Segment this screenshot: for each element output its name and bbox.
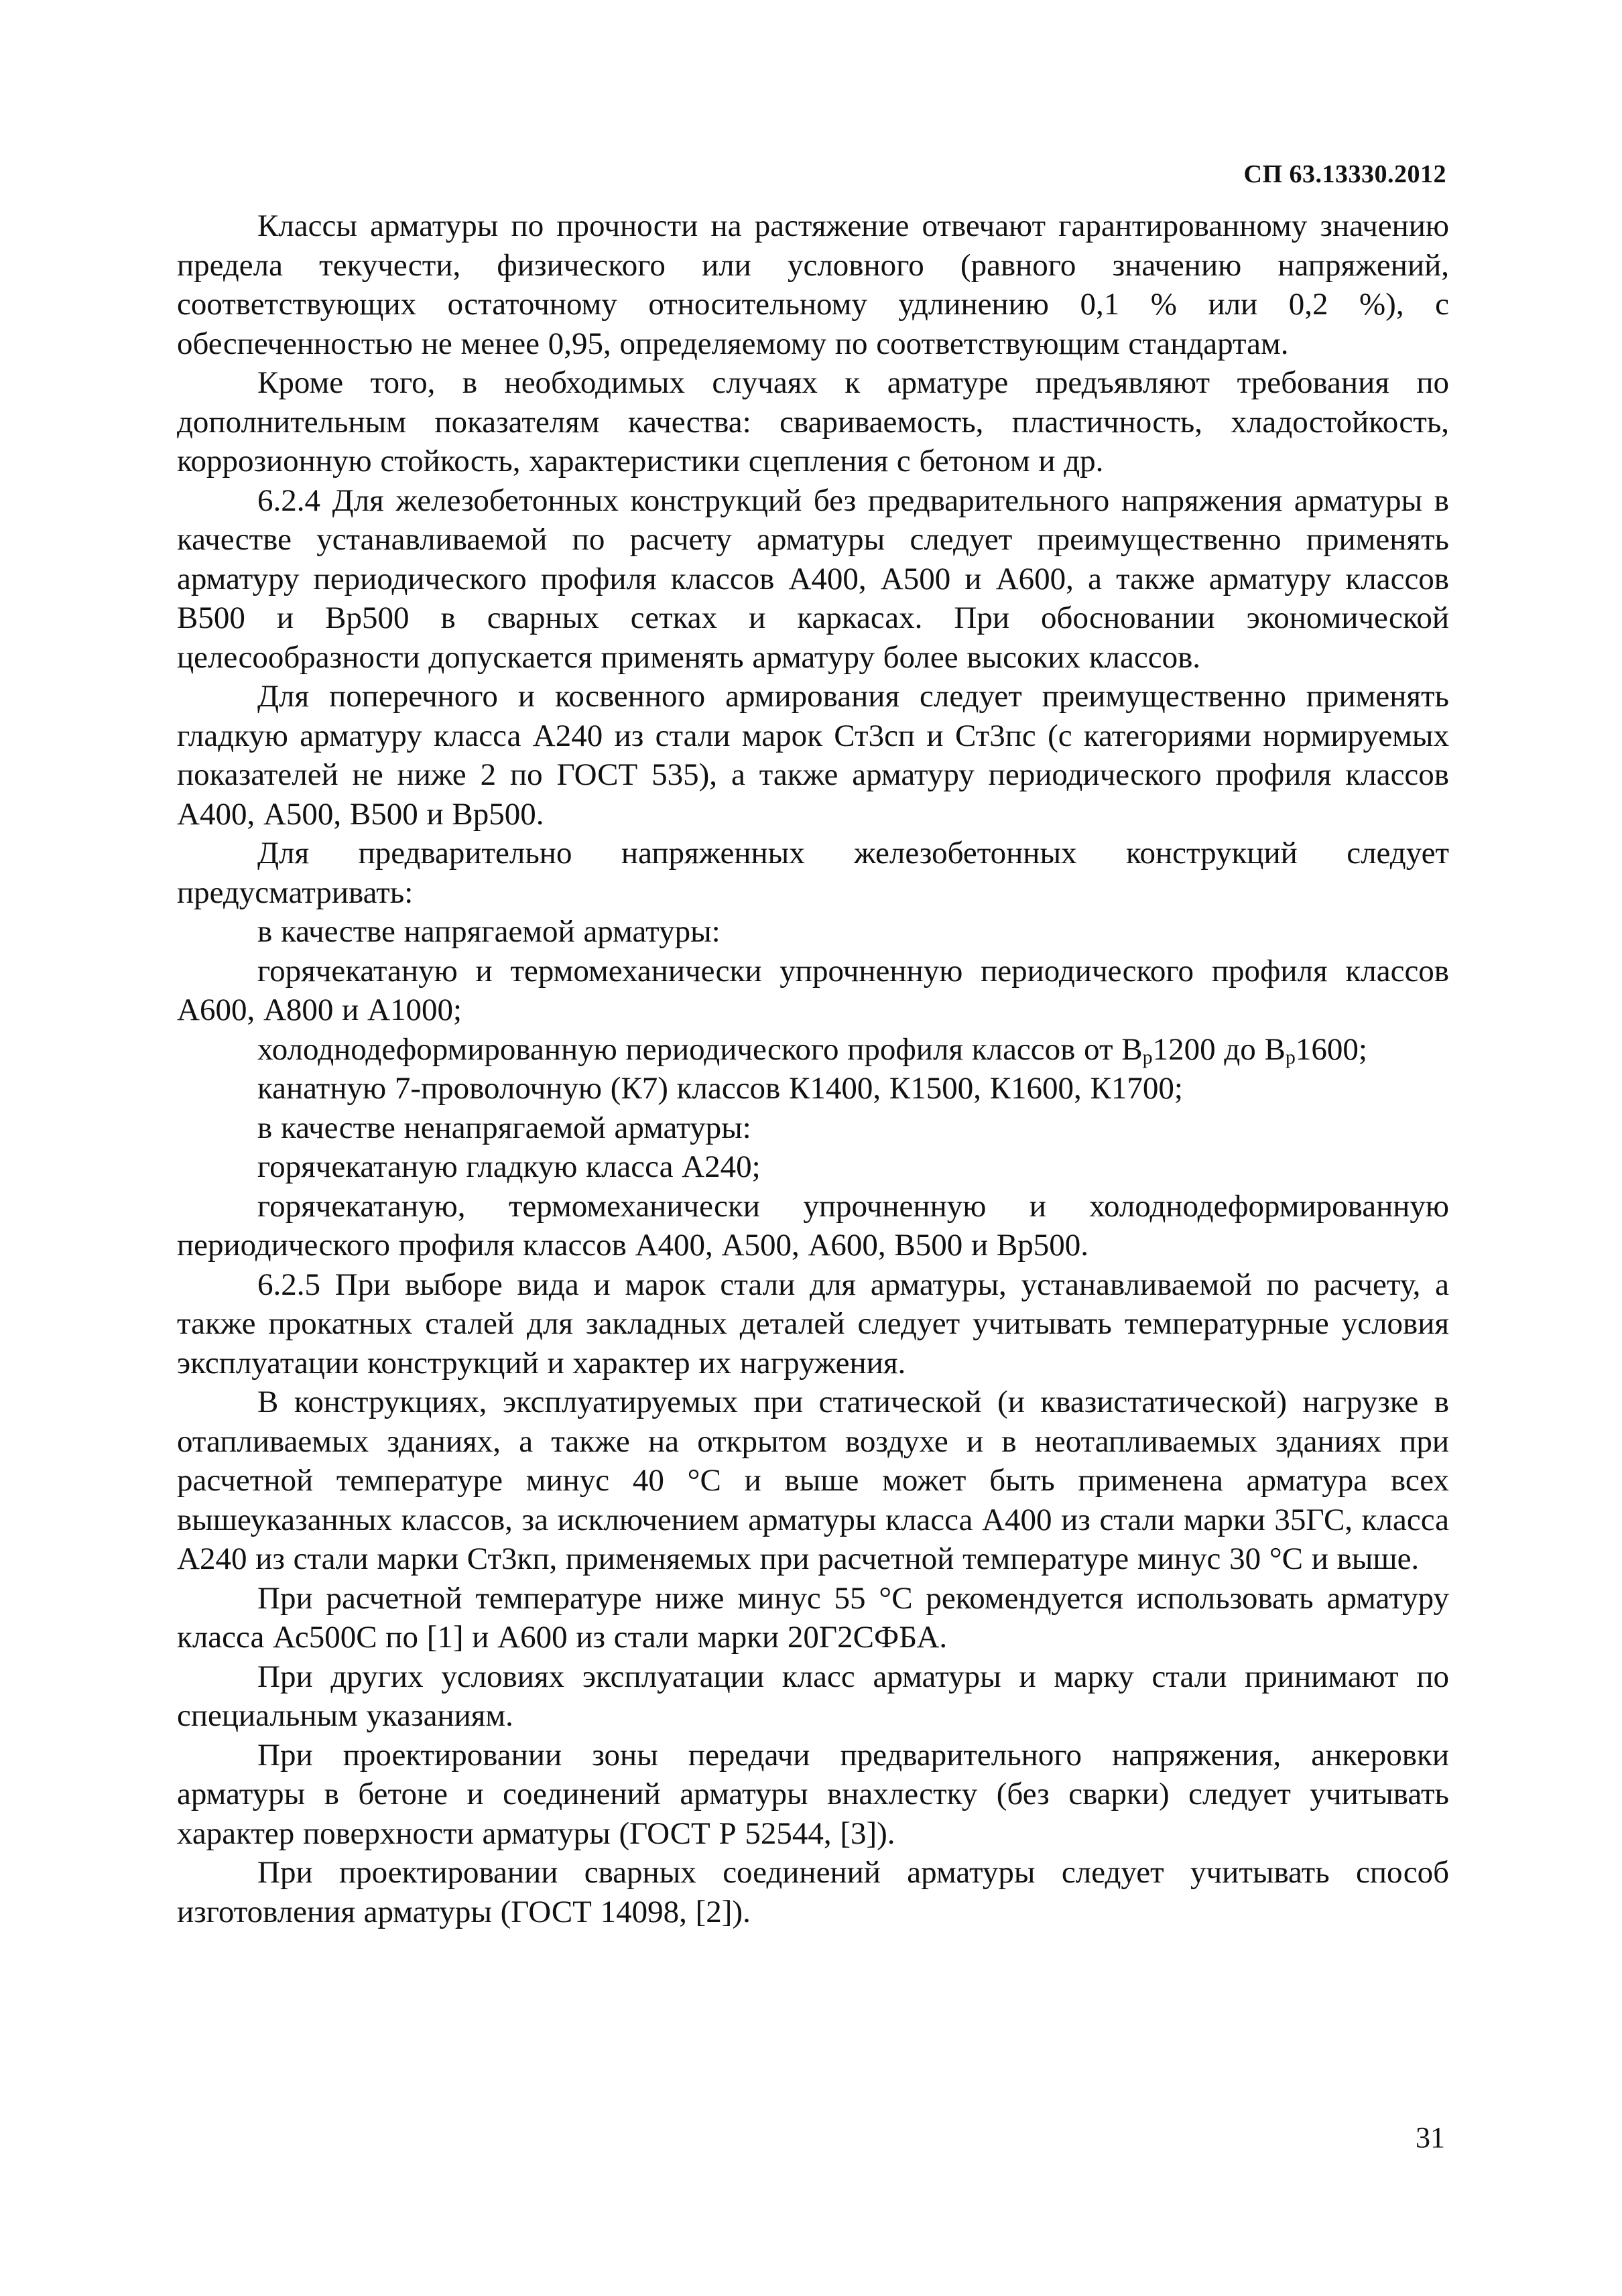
paragraph-cold-formed — [177, 1030, 1449, 1070]
document-code: СП 63.13330.2012 — [1243, 160, 1446, 188]
text-segment: холоднодеформированную периодического профиля классов от В — [257, 1031, 1143, 1067]
subscript: р — [1285, 1045, 1296, 1068]
paragraph: При проектировании зоны передачи предварительного напряжения, анкеровки арматуры в бетоне и соединений арматуры внахлестку (без сварки) следует учитывать характер поверхности арматуры (ГОСТ Р 52544, [3]). — [177, 1737, 1449, 1851]
paragraph: Классы арматуры по прочности на растяжение отвечают гарантированному значению предела текучести, физического или условного (равного значению напряжений, соответствующих остаточному относительному удлинению 0,1 % или 0,2 %), с обеспеченностью не менее 0,95, определяемому по соответствующим стандартам. — [177, 208, 1449, 361]
paragraph: горячекатаную и термомеханически упрочненную периодического профиля классов А600, А800 и А1000; — [177, 953, 1449, 1027]
paragraph: 6.2.4 Для железобетонных конструкций без предварительного напряжения арматуры в качестве устанавливаемой по расчету арматуры следует преимущественно применять арматуру периодического профиля классов А400, А500 и А600, а также арматуру классов В500 и Вр500 в сварных сетках и каркасах. При обосновании экономической целесообразности допускается применять арматуру более высоких классов. — [177, 483, 1449, 675]
paragraph: 6.2.5 При выборе вида и марок стали для арматуры, устанавливаемой по расчету, а также прокатных сталей для закладных деталей следует учитывать температурные условия эксплуатации конструкций и характер их нагружения. — [177, 1267, 1449, 1381]
text-segment: до В — [1215, 1031, 1286, 1067]
paragraph: в качестве напрягаемой арматуры: — [257, 914, 721, 949]
subscript: р — [1142, 1045, 1153, 1068]
paragraph: Для предварительно напряженных железобетонных конструкций следует предусматривать: — [177, 836, 1449, 910]
text-segment: 1200 — [1152, 1031, 1216, 1067]
paragraph: горячекатаную гладкую класса А240; — [257, 1149, 761, 1184]
paragraph: горячекатаную, термомеханически упрочненную и холоднодеформированную периодического профиля классов А400, А500, А600, В500 и Вр500. — [177, 1188, 1449, 1263]
page-number: 31 — [1416, 2121, 1445, 2154]
paragraph: Для поперечного и косвенного армирования следует преимущественно применять гладкую арматуру класса А240 из стали марок Ст3сп и Ст3пс (с категориями нормируемых показателей не ниже 2 по ГОСТ 535), а также арматуру периодического профиля классов А400, А500, В500 и Вр500. — [177, 679, 1449, 832]
paragraph: В конструкциях, эксплуатируемых при статической (и квазистатической) нагрузке в отапливаемых зданиях, а также на открытом воздухе и в неотапливаемых зданиях при расчетной температуре минус 40 °С и выше может быть применена арматура всех вышеуказанных классов, за исключением арматуры класса А400 из стали марки 35ГС, класса А240 из стали марки Ст3кп, применяемых при расчетной температуре минус 30 °С и выше. — [177, 1385, 1449, 1576]
paragraph: в качестве ненапрягаемой арматуры: — [257, 1110, 751, 1145]
paragraph: При других условиях эксплуатации класс арматуры и марку стали принимают по специальным указаниям. — [177, 1659, 1449, 1733]
paragraph: При расчетной температуре ниже минус 55 °С рекомендуется использовать арматуру класса Ас500С по [1] и А600 из стали марки 20Г2СФБА. — [177, 1580, 1449, 1655]
paragraph: При проектировании сварных соединений арматуры следует учитывать способ изготовления арматуры (ГОСТ 14098, [2]). — [177, 1855, 1449, 1929]
document-body — [177, 206, 1449, 1931]
paragraph: канатную 7-проволочную (К7) классов К1400, К1500, К1600, К1700; — [257, 1071, 1183, 1106]
text-segment: 1600; — [1295, 1031, 1367, 1067]
paragraph: Кроме того, в необходимых случаях к арматуре предъявляют требования по дополнительным показателям качества: свариваемость, пластичность, хладостойкость, коррозионную стойкость, характеристики сцепления с бетоном и др. — [177, 365, 1449, 479]
